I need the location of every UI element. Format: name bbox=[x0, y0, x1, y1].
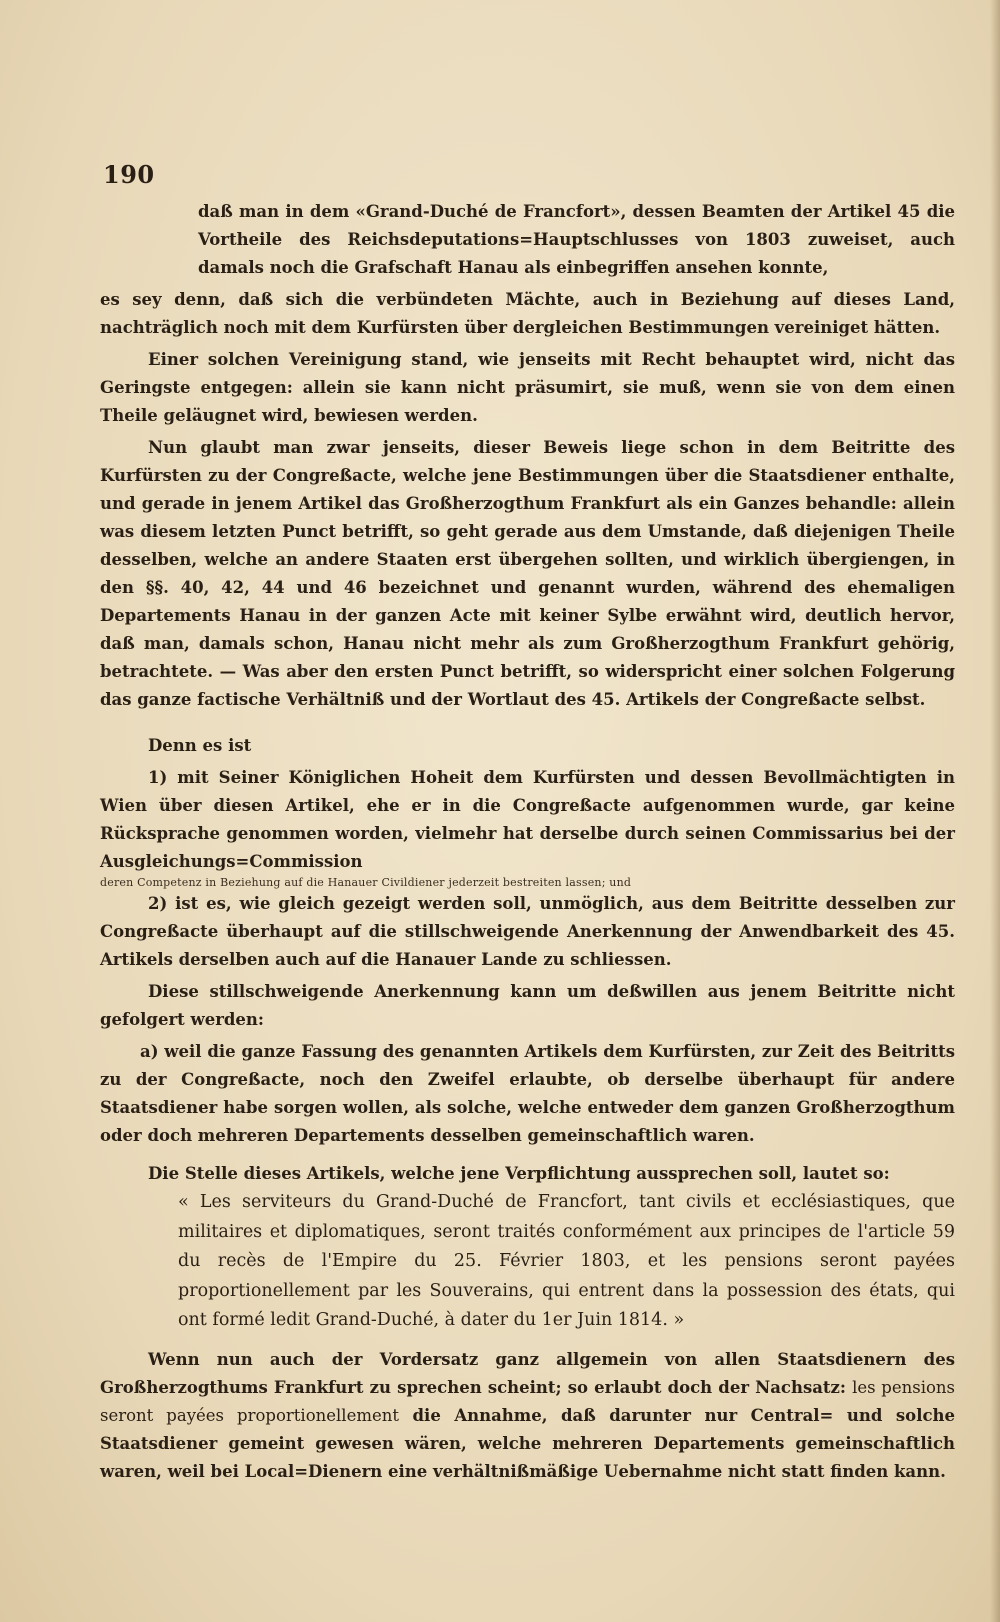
french-quote-text: « Les serviteurs du Grand-Duché de Francfort, tant civils et ecclésiastiques, que militaires et diplomatiques, seront traités conformément aux principes de l'article 59 du recès de l'Empire du 25. Février 1803, et les pensions seront payées proportionellement par les Souverains, qui entrent dans la possession des états, qui ont formé ledit Grand-Duché, à dater du 1er Juin 1814. » bbox=[178, 1192, 955, 1330]
page-edge-shadow bbox=[990, 0, 1000, 1622]
paragraph-10: Die Stelle dieses Artikels, welche jene Verpflichtung aussprechen soll, lautet so: bbox=[148, 1164, 890, 1183]
paragraph-12-french: les pensions seront payées proportionellement bbox=[100, 1377, 955, 1425]
french-quotation bbox=[100, 1188, 955, 1336]
paragraph-4: Nun glaubt man zwar jenseits, dieser Beweis liege schon in dem Beitritte des Kurfürsten zu der Congreßacte, welche jene Bestimmungen über die Staatsdiener enthalte, und gerade in jenem Artikel das Großherzogthum Frankfurt als ein Ganzes behandle: allein was diesem letzten Punct betrifft, so geht gerade aus dem Umstande, daß diejenigen Theile desselben, welche an andere Staaten erst übergehen sollten, und wirklich übergiengen, in den §§. 40, 42, 44 und 46 bezeichnet und genannt wurden, während des ehemaligen Departements Hanau in der ganzen Acte mit keiner Sylbe erwähnt wird, deutlich hervor, daß man, damals schon, Hanau nicht mehr als zum Großherzogthum Frankfurt gehörig, betrachtete. — Was aber den ersten Punct betrifft, so widerspricht einer solchen Folgerung das ganze factische Verhältniß und der Wortlaut des 45. Artikels der Congreßacte selbst. bbox=[100, 438, 955, 709]
paragraph-1: daß man in dem «Grand-Duché de Francfort», dessen Beamten der Artikel 45 die Vortheile des Reichsdeputations=Hauptschlusses von 1803 zuweiset, auch damals noch die Grafschaft Hanau als einbegriffen ansehen konnte, bbox=[198, 202, 955, 277]
paragraph-8: Diese stillschweigende Anerkennung kann um deßwillen aus jenem Beitritte nicht gefolgert werden: bbox=[100, 982, 955, 1029]
paragraph-12 bbox=[100, 1346, 955, 1486]
paragraph-7: 2) ist es, wie gleich gezeigt werden soll, unmöglich, aus dem Beitritte desselben zur Congreßacte überhaupt auf die stillschweigende Anerkennung der Anwendbarkeit des 45. Artikels derselben auch auf die Hanauer Lande zu schliessen. bbox=[100, 894, 955, 969]
paragraph-6: 1) mit Seiner Königlichen Hoheit dem Kurfürsten und dessen Bevollmächtigten in Wien über diesen Artikel, ehe er in die Congreßacte aufgenommen wurde, gar keine Rücksprache genommen worden, vielmehr hat derselbe durch seinen Commissarius bei der Ausgleichungs=Commission bbox=[100, 768, 955, 871]
paragraph-12-part-a: Wenn nun auch der Vordersatz ganz allgemein von allen Staatsdienern des Großherzogthums Frankfurt zu sprechen scheint; so erlaubt doch der Nachsatz: bbox=[100, 1349, 955, 1397]
paragraph-9: a) weil die ganze Fassung des genannten Artikels dem Kurfürsten, zur Zeit des Beitritts zu der Congreßacte, noch den Zweifel erlaubte, ob derselbe überhaupt für andere Staatsdiener habe sorgen wollen, als solche, welche entweder dem ganzen Großherzogthum oder doch mehreren Departements desselben gemeinschaftlich waren. bbox=[100, 1042, 955, 1145]
paragraph-2: es sey denn, daß sich die verbündeten Mächte, auch in Beziehung auf dieses Land, nachträglich noch mit dem Kurfürsten über dergleichen Bestimmungen vereiniget hätten. bbox=[100, 290, 955, 337]
paragraph-12-part-c: die Annahme, daß darunter nur Central= und solche Staatsdiener gemeint gewesen wären, welche mehreren Departements gemeinschaftlich waren, weil bei Local=Dienern eine verhältnißmäßige Uebernahme nicht statt finden kann. bbox=[100, 1405, 955, 1481]
paragraph-5: Denn es ist bbox=[148, 736, 252, 755]
paragraph-3: Einer solchen Vereinigung stand, wie jenseits mit Recht behauptet wird, nicht das Geringste entgegen: allein sie kann nicht präsumirt, sie muß, wenn sie von dem einen Theile geläugnet wird, bewiesen werden. bbox=[100, 350, 955, 425]
page-number: 190 bbox=[103, 160, 155, 189]
body-text bbox=[100, 198, 955, 1486]
cut-off-line: deren Competenz in Beziehung auf die Hanauer Civildiener jederzeit bestreiten lassen; und bbox=[100, 876, 632, 889]
